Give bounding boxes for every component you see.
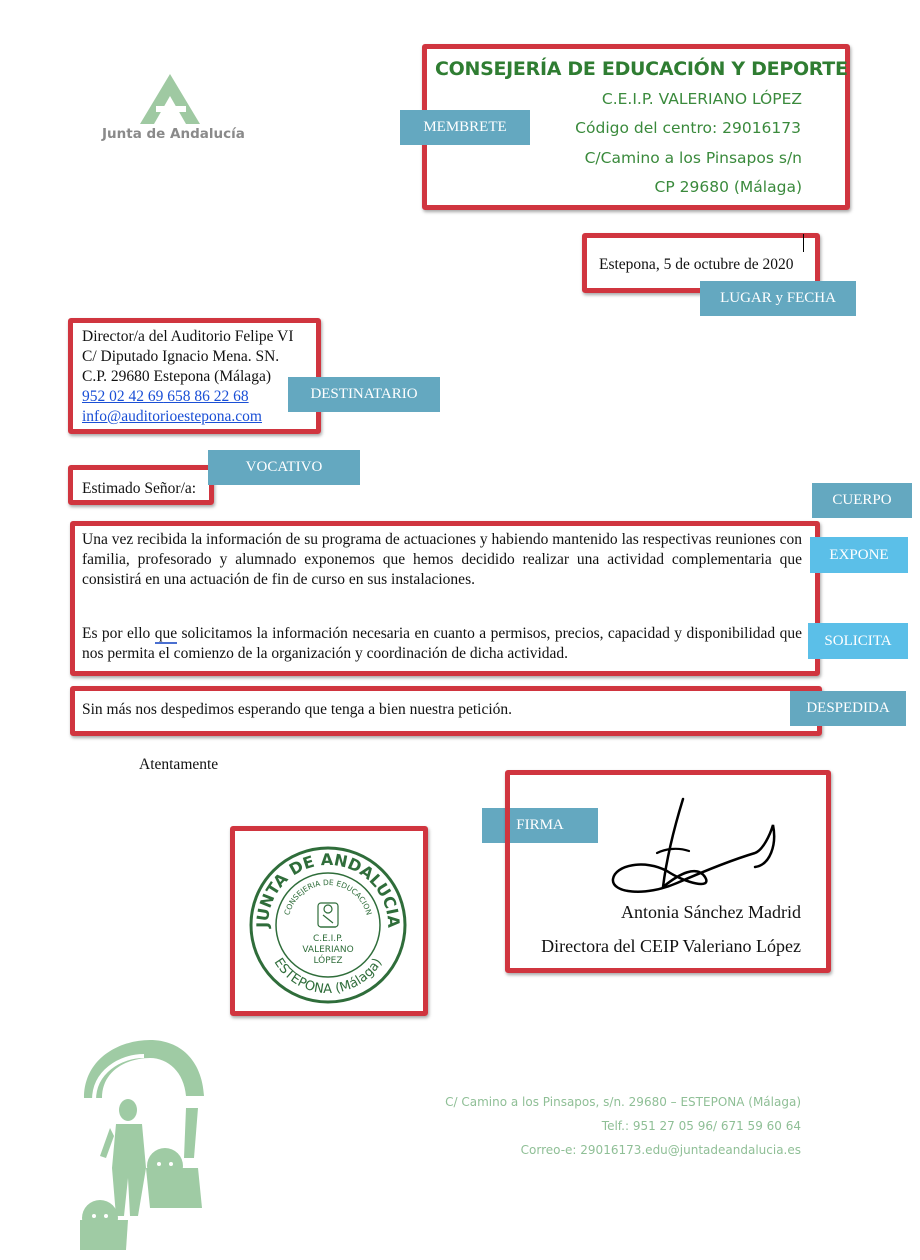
footer-address: C/ Camino a los Pinsapos, s/n. 29680 – ESTEPONA (Málaga) [445, 1095, 801, 1109]
stamp-school2: VALERIANO [302, 945, 354, 955]
stamp-top-text: JUNTA DE ANDALUCIA [252, 849, 404, 929]
recipient-email[interactable]: info@auditorioestepona.com [82, 408, 262, 425]
recipient-line2: C/ Diputado Ignacio Mena. SN. [82, 348, 280, 365]
school-stamp [248, 845, 408, 1005]
sign-off: Atentamente [139, 756, 219, 773]
letterhead-school: C.E.I.P. VALERIANO LÓPEZ [601, 90, 802, 108]
recipient-block [82, 327, 294, 427]
footer-email[interactable]: Correo-e: 29016173.edu@juntadeandalucia.es [520, 1143, 801, 1157]
label-destinatario: DESTINATARIO [288, 377, 440, 412]
junta-logo-text: Junta de Andalucía [102, 126, 245, 142]
label-vocativo: VOCATIVO [208, 450, 360, 485]
label-despedida: DESPEDIDA [790, 691, 906, 726]
andalucia-emblem [80, 1038, 210, 1253]
letterhead-code: Código del centro: 29016173 [575, 119, 801, 137]
signer-name: Antonia Sánchez Madrid [621, 902, 801, 922]
body-para2-before: Es por ello [82, 625, 155, 642]
greeting: Estimado Señor/a: [82, 480, 197, 497]
stamp-figure-icon [318, 903, 338, 927]
body-para2 [82, 624, 802, 664]
label-cuerpo: CUERPO [812, 483, 912, 518]
letterhead-title: CONSEJERÍA DE EDUCACIÓN Y DEPORTE [435, 58, 848, 80]
letterhead-postal: CP 29680 (Málaga) [654, 178, 802, 196]
signer-title: Directora del CEIP Valeriano López [541, 936, 801, 956]
label-membrete: MEMBRETE [400, 110, 530, 145]
date-line: Estepona, 5 de octubre de 2020 [599, 256, 794, 273]
label-expone: EXPONE [810, 537, 908, 573]
handwritten-signature [605, 795, 785, 905]
svg-text:JUNTA DE ANDALUCIA [253, 850, 403, 929]
label-solicita: SOLICITA [808, 623, 908, 659]
body-para1: Una vez recibida la información de su programa de actuaciones y habiendo mantenido las respectivas reuniones con familia, profesorado y alumnado exponemos que hemos decidido realizar una actividad complementaria que consistirá en una actuación de fin de curso en sus instalaciones. [82, 531, 802, 588]
closing-line: Sin más nos despedimos esperando que tenga a bien nuestra petición. [82, 701, 513, 718]
stamp-inner-text: CONSEJERIA DE EDUCACION [282, 877, 374, 917]
recipient-line1: Director/a del Auditorio Felipe VI [82, 328, 294, 345]
stamp-school3: LÓPEZ [313, 956, 343, 966]
recipient-phone2[interactable]: 658 86 22 68 [163, 388, 249, 405]
junta-logo-icon [100, 72, 250, 127]
recipient-phone1[interactable]: 952 02 42 69 [82, 388, 164, 405]
label-firma: FIRMA [482, 808, 598, 843]
label-lugar-fecha: LUGAR y FECHA [700, 281, 856, 316]
recipient-phones [82, 387, 294, 407]
stamp-school1: C.E.I.P. [312, 934, 344, 944]
stamp-bottom-text: ESTEPONA (Málaga) [270, 955, 386, 998]
letterhead-address: C/Camino a los Pinsapos s/n [584, 149, 802, 167]
footer-phone: Telf.: 951 27 05 96/ 671 59 60 64 [601, 1119, 801, 1133]
body-para2-word: que [154, 625, 178, 642]
text-cursor [803, 234, 804, 252]
junta-logo [100, 72, 250, 147]
body-para2-after: solicitamos la información necesaria en cuanto a permisos, precios, capacidad y disponibilidad que nos permita el comienzo de la organización y coordinación de dicha actividad. [82, 625, 802, 662]
recipient-line3: C.P. 29680 Estepona (Málaga) [82, 368, 271, 385]
